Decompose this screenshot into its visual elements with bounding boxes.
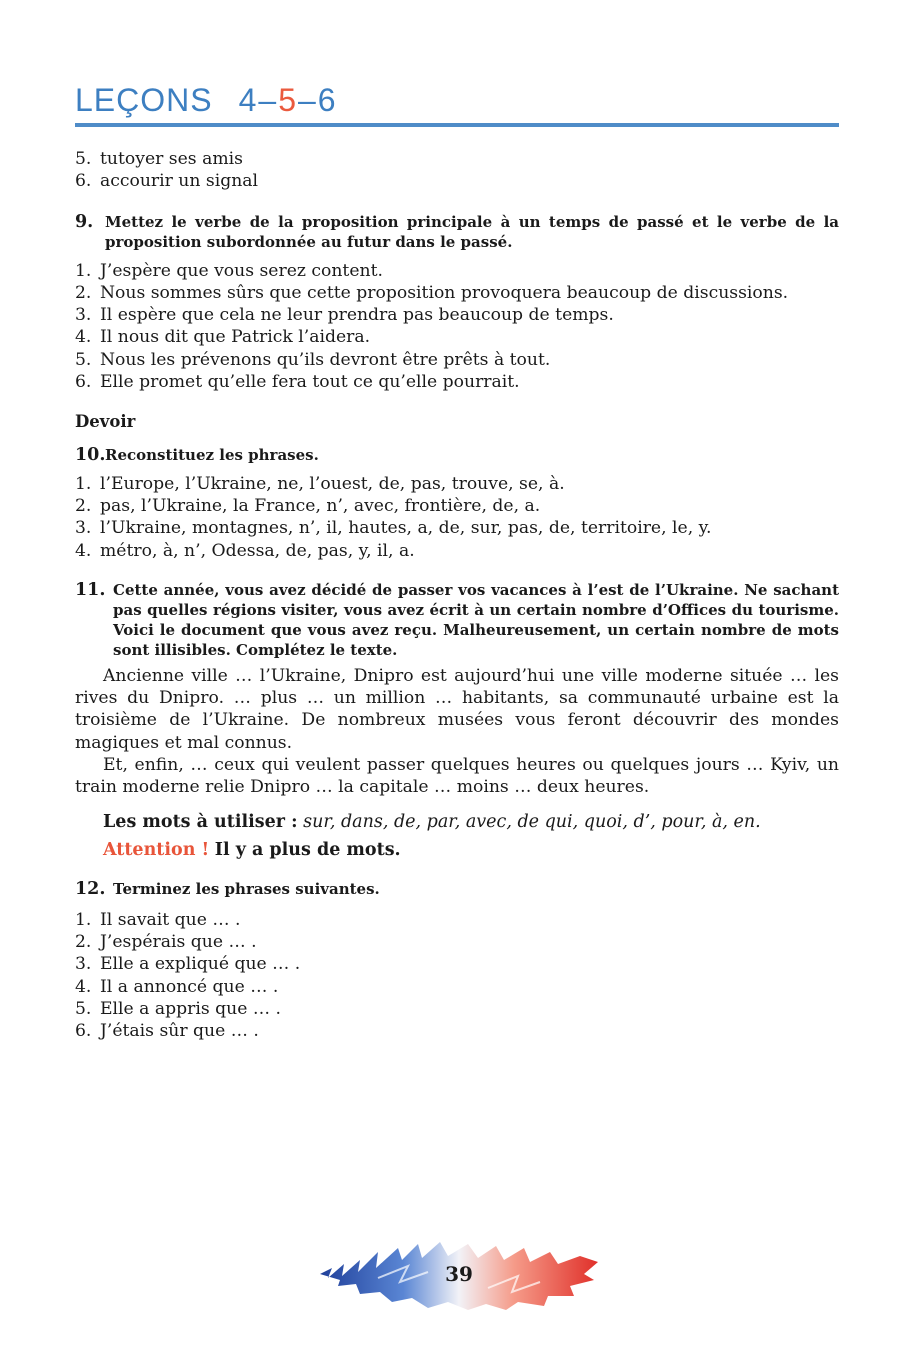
- exercise-10-instruction: [75, 445, 839, 465]
- item-text: Il nous dit que Patrick l’aidera.: [100, 327, 371, 348]
- instruction-text: Cette année, vous avez décidé de passer vos vacances à l’est de l’Ukraine. Ne sachant pas quelles régions visiter, vous avez écrit à un certain nombre d’Offices du tourisme. Voici le document que vous avez reçu. Malheureusement, un certain nombre de mots sont illisibles. Complétez le texte.: [113, 580, 839, 659]
- exercise-9-list: [75, 260, 839, 394]
- item-text: Nous sommes sûrs que cette proposition provoquera beaucoup de discussions.: [100, 282, 789, 303]
- list-item: [75, 495, 839, 517]
- words-to-use: [103, 808, 839, 864]
- lesson-dash: –: [258, 82, 278, 118]
- item-number: 6.: [75, 171, 92, 192]
- exercise-11-instruction: [75, 580, 839, 660]
- list-item: [75, 260, 839, 282]
- item-text: Il savait que … .: [100, 909, 241, 930]
- item-number: 4.: [75, 976, 92, 997]
- item-text: Il a annoncé que … .: [100, 976, 279, 997]
- item-text: métro, à, n’, Odessa, de, pas, y, il, a.: [100, 540, 415, 561]
- lesson-number-4: 4: [238, 82, 258, 118]
- item-text: J’espérais que … .: [100, 931, 257, 952]
- exercise-11-paragraph-1: Ancienne ville … l’Ukraine, Dnipro est aujourd’hui une ville moderne située … les rives du Dnipro. … plus … un million … habitants, sa communauté urbaine est la troisième de l’Ukraine. De nombreux musées vous feront découvrir des mondes magiques et mal connus.: [75, 665, 839, 753]
- list-item: [75, 282, 839, 304]
- item-text: Elle a expliqué que … .: [100, 954, 301, 975]
- item-number: 3.: [75, 305, 92, 326]
- header-rule: [75, 123, 839, 127]
- item-text: Nous les prévenons qu’ils devront être prêts à tout.: [100, 349, 551, 370]
- exercise-12-list: [75, 909, 839, 1043]
- devoir-heading: Devoir: [75, 412, 136, 432]
- item-number: 3.: [75, 954, 92, 975]
- item-number: 5.: [75, 349, 92, 370]
- list-item: [75, 540, 839, 562]
- item-text: Il espère que cela ne leur prendra pas beaucoup de temps.: [100, 305, 614, 326]
- item-text: J’étais sûr que … .: [100, 1021, 259, 1042]
- item-number: 1.: [75, 909, 92, 930]
- list-item: [75, 1020, 839, 1042]
- exercise-number: 11.: [75, 579, 106, 600]
- exercise-number: 9.: [75, 211, 94, 232]
- item-number: 5.: [75, 998, 92, 1019]
- exercise-9-instruction: [75, 212, 839, 252]
- item-text: Elle a appris que … .: [100, 998, 281, 1019]
- item-number: 4.: [75, 540, 92, 561]
- attention-text: Il y a plus de mots.: [214, 839, 401, 860]
- list-item: [75, 326, 839, 348]
- item-text: l’Ukraine, montagnes, n’, il, hautes, a, de, sur, pas, de, territoire, le, y.: [100, 518, 712, 539]
- page-number: 39: [445, 1262, 473, 1286]
- page-header: [75, 80, 337, 120]
- page-content: [75, 148, 839, 1042]
- list-item: [75, 953, 839, 975]
- list-item: [75, 304, 839, 326]
- list-item: [75, 148, 839, 170]
- item-text: tutoyer ses amis: [100, 149, 243, 169]
- instruction-text: Terminez les phrases suivantes.: [113, 879, 380, 898]
- list-item: [75, 170, 839, 192]
- words-line: [103, 808, 839, 836]
- lesson-dash: –: [297, 82, 317, 118]
- item-text: l’Europe, l’Ukraine, ne, l’ouest, de, pas, trouve, se, à.: [100, 473, 565, 494]
- item-number: 2.: [75, 931, 92, 952]
- prev-list: [75, 148, 839, 193]
- item-number: 2.: [75, 495, 92, 516]
- exercise-12-instruction: [75, 879, 839, 899]
- list-item: [75, 517, 839, 539]
- words-list: sur, dans, de, par, avec, de qui, quoi, d’, pour, à, en.: [303, 811, 761, 832]
- item-number: 6.: [75, 372, 92, 393]
- item-number: 1.: [75, 260, 92, 281]
- item-text: accourir un signal: [100, 171, 259, 192]
- instruction-text: Mettez le verbe de la proposition principale à un temps de passé et le verbe de la proposition subordonnée au futur dans le passé.: [105, 212, 839, 251]
- words-label: Les mots à utiliser :: [103, 811, 298, 832]
- exercise-11-paragraph-2: Et, enfin, … ceux qui veulent passer quelques heures ou quelques jours … Kyiv, un train moderne relie Dnipro … la capitale … moins … deux heures.: [75, 755, 839, 798]
- exercise-10-list: [75, 473, 839, 562]
- lesson-number-5: 5: [278, 82, 297, 118]
- instruction-text: Reconstituez les phrases.: [105, 445, 319, 464]
- item-number: 3.: [75, 518, 92, 539]
- item-text: Elle promet qu’elle fera tout ce qu’elle pourrait.: [100, 372, 520, 393]
- item-text: J’espère que vous serez content.: [100, 260, 383, 281]
- list-item: [75, 976, 839, 998]
- exercise-number: 10.: [75, 444, 106, 465]
- item-number: 4.: [75, 327, 92, 348]
- exercise-number: 12.: [75, 878, 106, 899]
- lesson-number-6: 6: [317, 82, 337, 118]
- lesson-title: LEÇONS: [75, 82, 213, 118]
- item-number: 2.: [75, 282, 92, 303]
- attention-label: Attention !: [103, 839, 210, 860]
- item-number: 1.: [75, 473, 92, 494]
- attention-line: [103, 836, 839, 864]
- item-text: pas, l’Ukraine, la France, n’, avec, frontière, de, a.: [100, 495, 541, 516]
- list-item: [75, 998, 839, 1020]
- list-item: [75, 473, 839, 495]
- list-item: [75, 371, 839, 393]
- item-number: 6.: [75, 1021, 92, 1042]
- list-item: [75, 349, 839, 371]
- list-item: [75, 909, 839, 931]
- item-number: 5.: [75, 149, 92, 169]
- list-item: [75, 931, 839, 953]
- lesson-numbers: [239, 82, 337, 118]
